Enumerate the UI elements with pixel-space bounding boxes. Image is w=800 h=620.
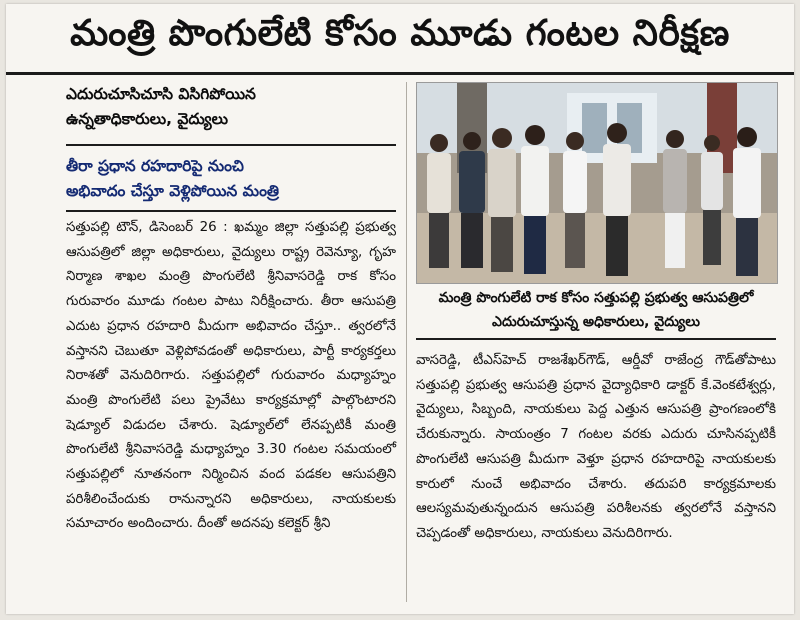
news-photo	[416, 82, 778, 284]
subheading-1-line-2: ఉన్నతాధికారులు, వైద్యులు	[66, 110, 228, 128]
subheading-2	[66, 154, 396, 204]
subheading-2-line-1: తీరా ప్రధాన రహదారిపై నుంచి	[66, 157, 244, 175]
hospital-corridor-image	[417, 83, 777, 283]
subheading-divider	[66, 210, 396, 212]
article-body-left: సత్తుపల్లి టౌన్, డిసెంబర్ 26 : ఖమ్మం జిల్లా సత్తుపల్లి ప్రభుత్వ ఆసుపత్రిలో జిల్లా అధికారులు, వైద్యులు రాష్ట్ర రెవెన్యూ, గృహ నిర్మాణ శాఖల మంత్రి పొంగులేటి శ్రీనివాసరెడ్డి రాక కోసం గురువారం మూడు గంటల పాటు నిరీక్షించారు. తీరా ఆసుపత్రి ఎదుట ప్రధాన రహదారి మీదుగా అభివాదం చేస్తూ.. త్వరలోనే వస్తానని చెబుతూ వెళ్లిపోవడంతో అధికారులు, పార్టీ కార్యకర్తలు నిరాశతో వెనుదిరిగారు. సత్తుపల్లిలో గురువారం మధ్యాహ్నం మంత్రి పొంగులేటి పలు ప్రైవేటు కార్యక్రమాల్లో పాల్గొంటారని షెడ్యూల్ విడుదల చేశారు. షెడ్యూల్‌లో లేనప్పటికీ మంత్రి పొంగులేటి శ్రీనివాసరెడ్డి మధ్యాహ్నం 3.30 గంటల సమయంలో సత్తుపల్లిలో నూతనంగా నిర్మించిన వంద పడకల ఆసుపత్రిని పరిశీలించేందుకు రానున్నారని అధికారులు, నాయకులకు సమాచారం అందించారు. దీంతో అదనపు కలెక్టర్ శ్రీని	[66, 220, 396, 532]
subheading-2-line-2: అభివాదం చేస్తూ వెళ్లిపోయిన మంత్రి	[66, 182, 280, 200]
column-divider	[406, 82, 407, 602]
article-body-right: వాసరెడ్డి, టీఎస్‌హెచ్ రాజశేఖర్‌గౌడ్, ఆర్డీవో రాజేంద్ర గౌడ్‌తోపాటు సత్తుపల్లి ప్రభుత్వ ఆసుపత్రి ప్రధాన వైద్యాధికారి డాక్టర్ కే.వెంకటేశ్వర్లు, వైద్యులు, సిబ్బంది, నాయకులు పెద్ద ఎత్తున ఆసుపత్రి ప్రాంగణంలోకి చేరుకున్నారు. సాయంత్రం 7 గంటల వరకు ఎదురు చూసినప్పటికీ పొంగులేటి ఆసుపత్రి మీదుగా వెళ్తూ ప్రధాన రహదారిపై నాయకులకు కారులో నుంచే అభివాదం చేశారు. తదుపరి కార్యక్రమాలకు ఆలస్యమవుతున్నందున ఆసుపత్రి పరిశీలనకు త్వరలోనే వస్తానని చెప్పడంతో అధికారులు, నాయకులు వెనుదిరిగారు.	[416, 353, 776, 541]
subheading-1-line-1: ఎదురుచూసిచూసి విసిగిపోయిన	[66, 85, 256, 103]
subheading-divider	[66, 144, 396, 146]
newspaper-clipping	[6, 4, 794, 614]
headline: మంత్రి పొంగులేటి కోసం మూడు గంటల నిరీక్షణ	[6, 4, 794, 75]
photo-caption: మంత్రి పొంగులేటి రాక కోసం సత్తుపల్లి ప్రభుత్వ ఆసుపత్రిలో ఎదురుచూస్తున్న అధికారులు, వైద్యులు	[416, 286, 776, 340]
subheading-1	[66, 82, 396, 132]
